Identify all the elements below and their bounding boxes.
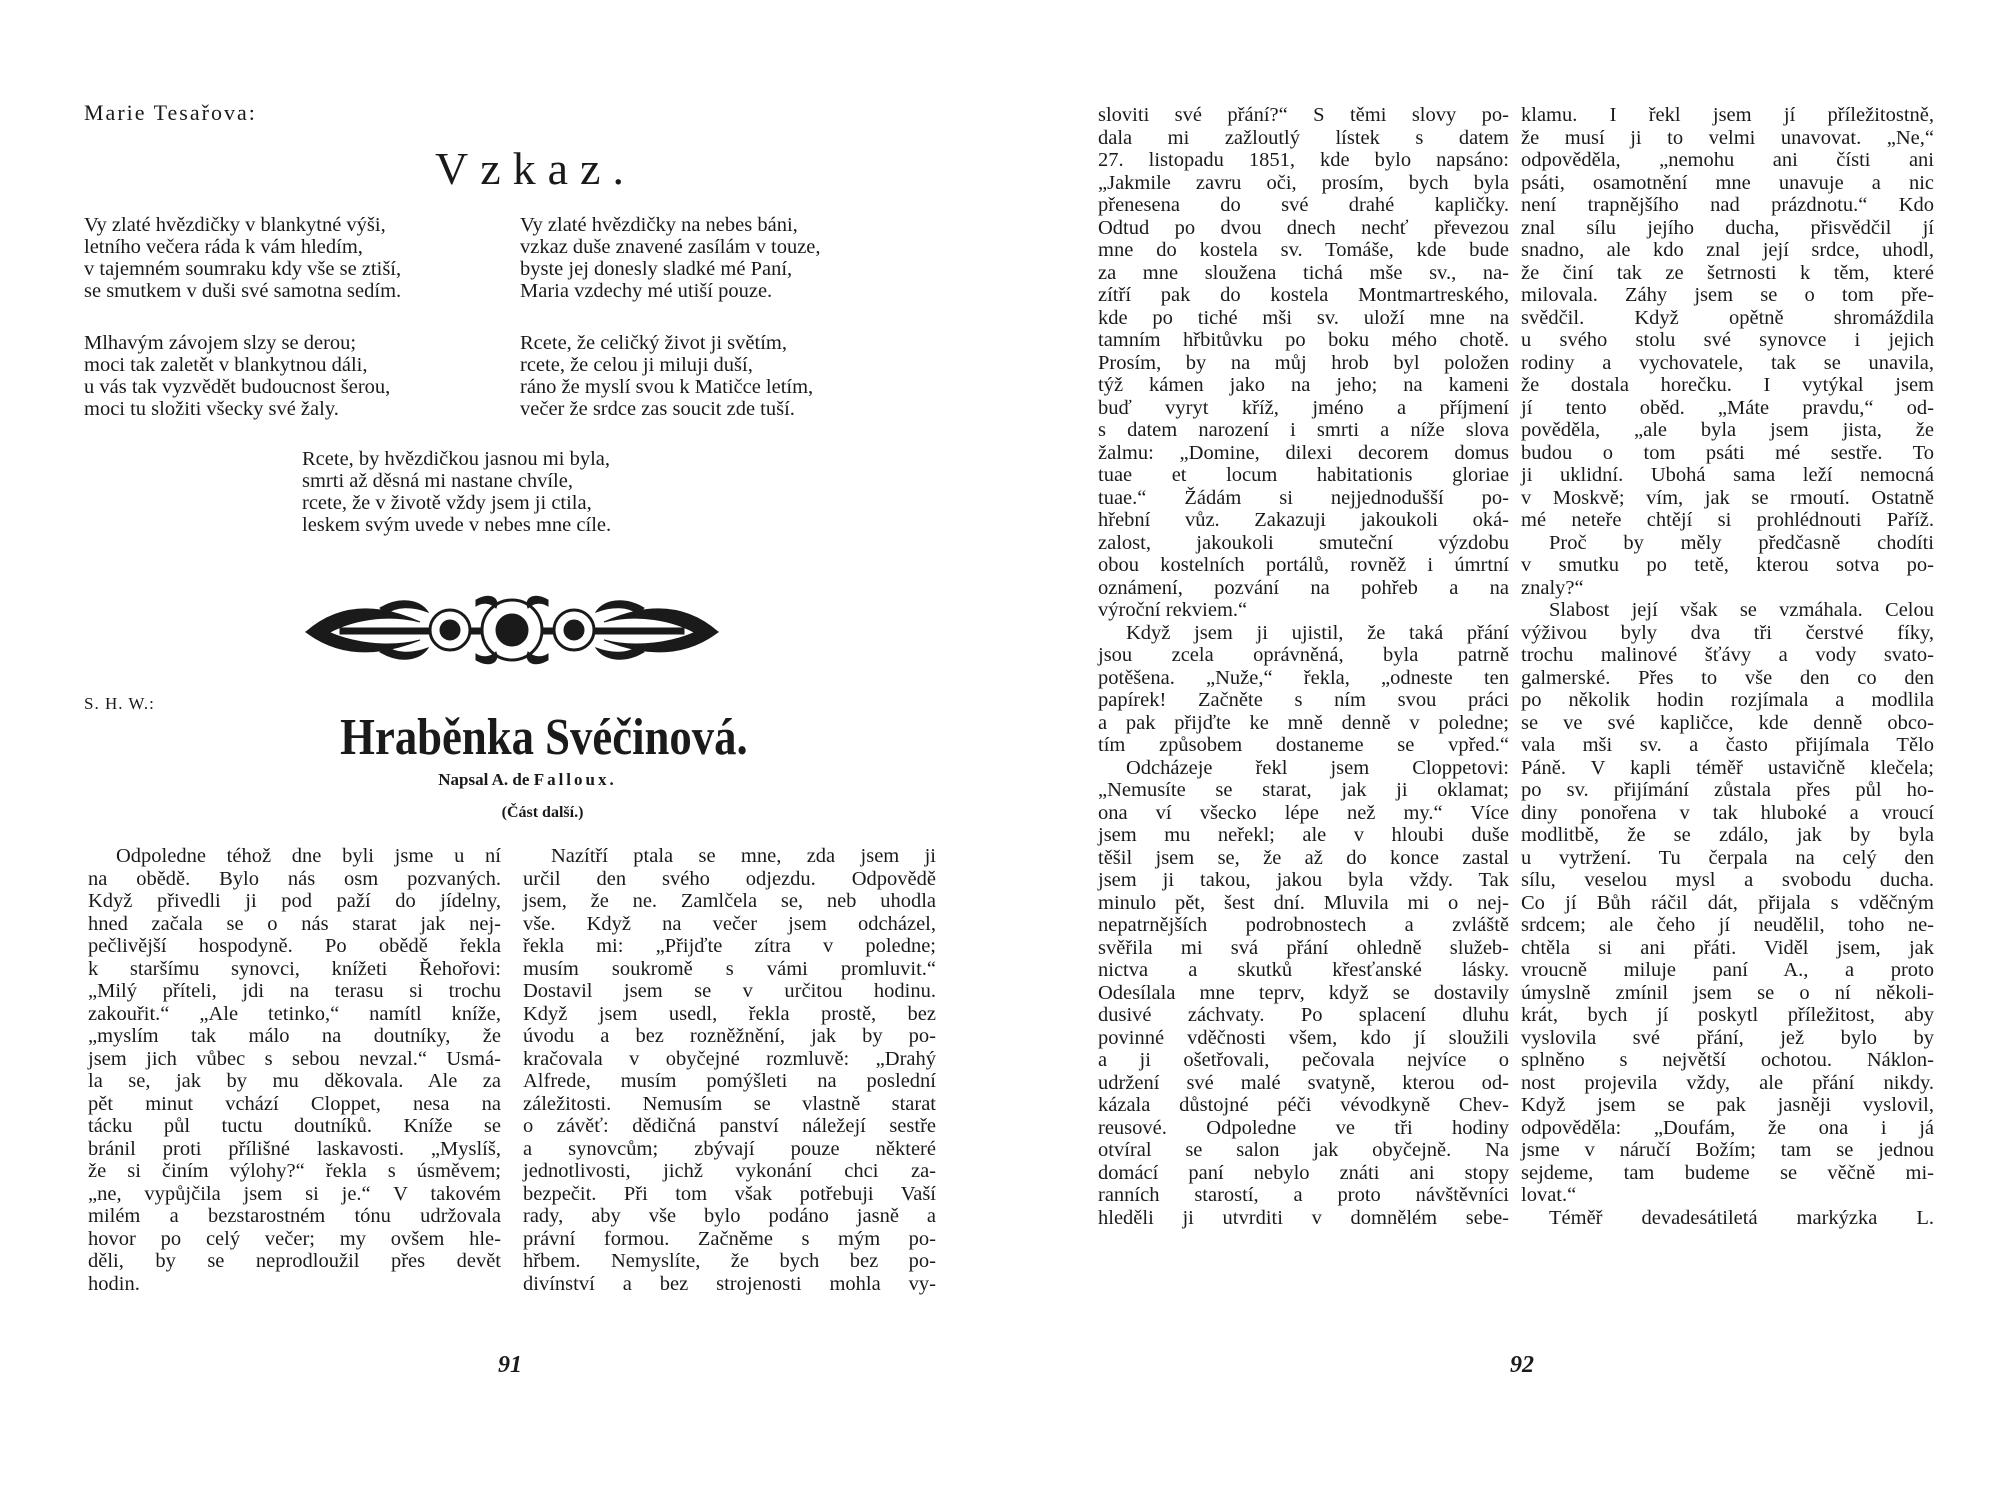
text-line: a ji ošetřovali, pečovala nejvíce o [1098,1049,1509,1071]
text-line: budou o tom psáti mé sestře. To [1521,441,1934,464]
poem-line: Maria vzdechy mé utiší pouze. [520,280,773,302]
text-line: „Jakmile zavru oči, prosím, bych byla [1098,171,1509,194]
text-line: psáti, osamotnění mne unavuje a nic [1521,171,1934,194]
text-line: la se, jak by mu děkovala. Ale za [88,1070,501,1092]
poem-line: vzkaz duše znavené zasílám v touze, [520,236,821,258]
poem-line: letního večera ráda k vám hledím, [84,236,363,258]
text-line: odpověděla: „Doufám, že ona i já [1521,1116,1934,1139]
text-line: jsem mu neřekl; ale v hloubi duše [1098,824,1509,846]
text-line: úvodu a bez rozněžnění, jak by po- [523,1025,936,1047]
continuation-text: (Část další.) [501,804,584,821]
text-line: modlitbě, že se zdálo, jak by byla [1521,824,1934,846]
poem-line: moci tak zaletět v blankytnou dáli, [84,354,368,376]
text-line: hřební vůz. Zakazuji jakoukoli oká- [1098,509,1509,531]
text-line: krát, bych jí poskytl příležitost, aby [1521,1004,1934,1026]
text-line: kde po tiché mši sv. uloží mne na [1098,306,1509,329]
page-number: 91 [498,1352,522,1378]
text-line: vala mši sv. a často přijímala Tělo [1521,734,1934,756]
text-line: zalost, jakoukoli smuteční výzdobu [1098,531,1509,554]
text-line: tácku půl tuctu doutníků. Kníže se [88,1115,501,1137]
text-line: Odtud po dvou dnech nechť převezou [1098,216,1509,239]
text-line: divínství a bez strojenosti mohla vy- [523,1272,936,1295]
text-line: určil den svého odjezdu. Odpovědě [523,867,936,890]
text-line: nepatrnějších podrobnostech a zvláště [1098,914,1509,936]
text-line: „Nemusíte se starat, jak ji oklamat; [1098,779,1509,801]
text-line: hodin. [88,1272,140,1295]
story-byline: S. H. W.: [84,694,155,713]
text-line: o závěť: dědičná panství náležejí sestře [523,1115,936,1137]
text-line: povinné vděčnosti všem, kdo jí sloužili [1098,1026,1509,1049]
text-line: ji uklidní. Ubohá sama leží nemocná [1521,464,1934,486]
text-line: řekla mi: „Přijďte zítra v poledne; [523,935,936,957]
text-line: vroucně miluje paní A., a proto [1521,959,1934,981]
text-line: pečlivější hospodyně. Po obědě řekla [88,935,501,957]
text-line: že musí ji to velmi unavovat. „Ne,“ [1521,126,1934,149]
text-line: žalmu: „Domine, dilexi decorem domus [1098,441,1509,464]
story-title [77,708,941,767]
text-line: tím způsobem dostaneme se vpřed.“ [1098,734,1509,756]
story-author-name: Falloux. [533,770,617,789]
text-line: bránil proti přílišné laskavosti. „Myslíš, [88,1137,501,1160]
text-line: Když jsem se pak jasněji vyslovil, [1521,1094,1934,1116]
text-line: Odesílala mne teprv, když se dostavily [1098,981,1509,1004]
text-line: v Moskvě; vím, jak se rmoutí. Ostatně [1521,486,1934,509]
text-line: potěšena. „Nuže,“ řekla, „odneste ten [1098,666,1509,689]
page-number: 92 [1510,1352,1534,1378]
text-line: vše. Když na večer jsem odcházel, [523,912,936,935]
text-line: Slabost její však se vzmáhala. Celou [1549,599,1934,621]
text-line: hřbem. Nemyslíte, že bych bez po- [523,1250,936,1272]
page-right [1005,0,2010,1500]
text-line: zakouřit.“ „Ale tetinko,“ namítl kníže, [88,1002,501,1025]
floral-ornament-icon [300,592,724,668]
poem-line: Mlhavým závojem slzy se derou; [84,332,357,354]
text-line: nictva a skutků křesťanské lásky. [1098,959,1509,981]
text-line: musím soukromě s vámi promluvit.“ [523,957,936,980]
text-line: srdcem; ale čeho jí neudělil, toho ne- [1521,914,1934,936]
text-line: a synovcům; zbývají pouze některé [523,1137,936,1160]
text-line: bezpečit. Při tom však potřebuji Vaší [523,1182,936,1205]
text-line: lovat.“ [1521,1184,1577,1206]
text-line: Nazítří ptala se mne, zda jsem ji [551,845,936,867]
text-line: Co jí Bůh ráčil dát, přijala s vděčným [1521,891,1934,914]
text-line: s datem narození i smrti a níže slova [1098,419,1509,441]
text-line: klamu. I řekl jsem jí příležitostně, [1521,104,1934,126]
poem-line: se smutkem v duši své samotna sedím. [84,280,402,302]
text-line: za mne sloužena tichá mše sv., na- [1098,261,1509,284]
text-line: mé neteře chtějí si prohlédnouti Paříž. [1521,509,1934,531]
text-line: výroční rekviem.“ [1098,599,1248,621]
text-line: oznámení, pozvání na pohřeb a na [1098,576,1509,599]
text-line: úmyslně zmínil jsem se o ní několi- [1521,981,1934,1004]
poem-line: večer že srdce zas soucit zde tuší. [520,398,795,420]
text-line: u vytržení. Tu čerpala na celý den [1521,846,1934,869]
poem-line: ráno že myslí svou k Matičce letím, [520,376,814,398]
text-line: pověděla, „ale byla jsem jista, že [1521,419,1934,441]
text-line: výživou byly dva tři čerstvé fíky, [1521,621,1934,644]
text-column [1098,104,1509,1229]
text-line: sílu, veselou mysl a svobodu ducha. [1521,869,1934,891]
text-line: hned začala se o nás starat jak nej- [88,912,501,935]
text-line: 27. listopadu 1851, kde bylo napsáno: [1098,149,1509,171]
story-author-line [0,770,1005,790]
text-line: jsem jich vůbec s sebou nevzal.“ Usmá- [88,1047,501,1070]
text-line: tuae.“ Žádám si nejjednodušší po- [1098,486,1509,509]
text-line: tuae et locum habitationis gloriae [1098,464,1509,486]
poem-stanza [520,214,821,302]
poem-line: smrti až děsná mi nastane chvíle, [302,470,573,492]
poem-line: v tajemném soumraku kdy vše se ztiší, [84,258,402,280]
text-line: rodiny a vychovatele, tak se unavila, [1521,351,1934,374]
poem-line: Vy zlaté hvězdičky na nebes báni, [520,214,798,236]
poem-line: Vy zlaté hvězdičky v blankytné výši, [84,214,386,236]
text-line: v smutku po tetě, kterou sotva po- [1521,554,1934,576]
text-line: nost projevila vždy, ale přání nikdy. [1521,1071,1934,1094]
poem-stanza [302,448,611,536]
text-line: Když přivedli ji pod paží do jídelny, [88,890,501,912]
text-line: jsme v náručí Božím; tam se jednou [1521,1139,1934,1161]
text-line: rady, aby vše bylo podáno jasně a [523,1205,936,1227]
text-line: zítří pak do kostela Montmartreského, [1098,284,1509,306]
text-line: svědčil. Když opětně shromáždila [1521,306,1934,329]
text-line: Proč by měly předčasně chodíti [1549,531,1934,554]
text-column [1521,104,1934,1229]
text-line: týž kámen jako na jeho; na kameni [1098,374,1509,396]
text-line: trochu malinové šťávy a vody svato- [1521,644,1934,666]
text-line: po sv. přijímání zůstala přes půl ho- [1521,779,1934,801]
text-line: dusivé záchvaty. Po splacení dluhu [1098,1004,1509,1026]
text-column [523,845,936,1295]
story-author-prefix: Napsal A. de [438,770,530,789]
text-line: hleděli ji utvrditi v domnělém sebe- [1098,1206,1509,1229]
text-line: přenesena do své drahé kapličky. [1098,194,1509,216]
poem-line: Rcete, že celičký život ji světím, [520,332,787,354]
text-line: vyslovila své přání, jež bylo by [1521,1026,1934,1049]
text-line: že dostala horečku. I vytýkal jsem [1521,374,1934,396]
poem-line: u vás tak vyzvědět budoucnost šerou, [84,376,391,398]
text-line: sloviti své přání?“ S těmi slovy po- [1098,104,1509,126]
text-line: milém a bezstarostném tónu udržovala [88,1205,501,1227]
poem-line: rcete, že v životě vždy jsem ji ctila, [302,492,592,514]
text-line: svěřila mi svá přání ohledně služeb- [1098,936,1509,959]
text-line: kázala důstojné péči vévodkyně Chev- [1098,1094,1509,1116]
poem-line: moci tu složiti všecky své žaly. [84,398,339,420]
poem-line: Rcete, by hvězdičkou jasnou mi byla, [302,448,610,470]
text-line: jsem ji takou, jakou byla vždy. Tak [1098,869,1509,891]
text-line: Prosím, by na můj hrob byl položen [1098,351,1509,374]
poem-author: Marie Tesařova: [84,100,257,125]
text-line: právní formou. Začněme s mým po- [523,1227,936,1250]
text-line: Dostavil jsem se v určitou hodinu. [523,980,936,1002]
text-line: jí tento oběd. „Máte pravdu,“ od- [1521,396,1934,419]
text-line: že činí tak ze šetrnosti k těm, které [1521,261,1934,284]
text-line: jsou zcela oprávněná, byla patrně [1098,644,1509,666]
text-line: děli, by se neprodloužil přes devět [88,1250,501,1272]
poem-stanza [84,214,401,302]
text-line: kračovala v obyčejné rozmluvě: „Drahý [523,1047,936,1070]
text-line: snadno, ale kdo znal její srdce, uhodl, [1521,239,1934,261]
text-line: Když jsem usedl, řekla prostě, bez [523,1002,936,1025]
text-line: těšil jsem se, že až do konce zastal [1098,846,1509,869]
text-line: ona ví všecko lépe než my.“ Více [1098,801,1509,824]
story-title-text: Hraběnka Svéčinová. [340,709,748,766]
text-line: diny ponořena v tak hluboké a vroucí [1521,801,1934,824]
text-line: znaly?“ [1521,576,1584,599]
poem-line: rcete, že celou ji miluji duší, [520,354,753,376]
text-line: chtěla si ani přáti. Viděl jsem, jak [1521,936,1934,959]
poem-stanza [84,332,390,420]
text-line: Páně. V kapli téměř ustavičně klečela; [1521,756,1934,779]
poem-line: byste jej donesly sladké mé Paní, [520,258,793,280]
text-line: na obědě. Bylo nás osm pozvaných. [88,867,501,890]
text-line: Téměř devadesátiletá markýzka L. [1549,1206,1934,1229]
text-line: splněno s největší ochotou. Náklon- [1521,1049,1934,1071]
text-line: Odcházeje řekl jsem Cloppetovi: [1126,756,1509,779]
text-line: „Milý příteli, jdi na terasu si trochu [88,980,501,1002]
text-line: hovor po celý večer; my ovšem hle- [88,1227,501,1250]
text-line: minulo pět, šest dní. Mluvila mi o nej- [1098,891,1509,914]
text-line: papírek! Začněte s ním svou práci [1098,689,1509,711]
text-line: k staršímu synovci, knížeti Řehořovi: [88,957,501,980]
text-line: jednotlivosti, jichž vykonání chci za- [523,1160,936,1182]
text-line: Odpoledne téhož dne byli jsme u ní [116,845,501,867]
poem-title: Vzkaz. [435,143,636,194]
text-line: se ve své kapličce, kde denně obco- [1521,711,1934,734]
text-line: sejdeme, tam budeme se věčně mi- [1521,1161,1934,1184]
poem-line: leskem svým uvede v nebes mne cíle. [302,514,612,536]
text-line: galmerské. Přes to vše den co den [1521,666,1934,689]
text-line: odpověděla, „nemohu ani čísti ani [1521,149,1934,171]
text-line: otvíral se salon jak obyčejně. Na [1098,1139,1509,1161]
text-line: není trapnějšího nad prázdnotu.“ Kdo [1521,194,1934,216]
text-line: u svého stolu své synovce i jejich [1521,329,1934,351]
text-line: Když jsem ji ujistil, že taká přání [1126,621,1509,644]
text-line: Alfrede, musím pomýšleti na poslední [523,1070,936,1092]
text-line: že si činím výlohy?“ řekla s úsměvem; [88,1160,501,1182]
text-line: záležitosti. Nemusím se vlastně starat [523,1092,936,1115]
text-line: reusové. Odpoledne ve tři hodiny [1098,1116,1509,1139]
text-line: pět minut vchází Cloppet, nesa na [88,1092,501,1115]
text-line: obou kostelních portálů, rovněž i úmrtní [1098,554,1509,576]
text-line: tamním hřbitůvku po boku mého chotě. [1098,329,1509,351]
text-line: znal sílu jejího ducha, přisvědčil jí [1521,216,1934,239]
text-column [88,845,501,1295]
text-line: dala mi zažloutlý lístek s datem [1098,126,1509,149]
text-line: a pak přijďte ke mně denně v poledne; [1098,711,1509,734]
text-line: po několik hodin rozjímala a modlila [1521,689,1934,711]
text-line: ranních starostí, a proto návštěvníci [1098,1184,1509,1206]
text-line: „ne, vypůjčila jsem si je.“ V takovém [88,1182,501,1205]
text-line: mne do kostela sv. Tomáše, kde bude [1098,239,1509,261]
text-line: milovala. Záhy jsem se o tom pře- [1521,284,1934,306]
text-line: buď vyryt kříž, jméno a příjmení [1098,396,1509,419]
poem-stanza [520,332,813,420]
text-line: domácí paní nebylo znáti ani stopy [1098,1161,1509,1184]
continuation-note [0,804,1005,822]
text-line: jsem, že ne. Zamlčela se, neb uhodla [523,890,936,912]
text-line: „myslím tak málo na doutníky, že [88,1025,501,1047]
text-line: udržení své malé svatyně, kterou od- [1098,1071,1509,1094]
